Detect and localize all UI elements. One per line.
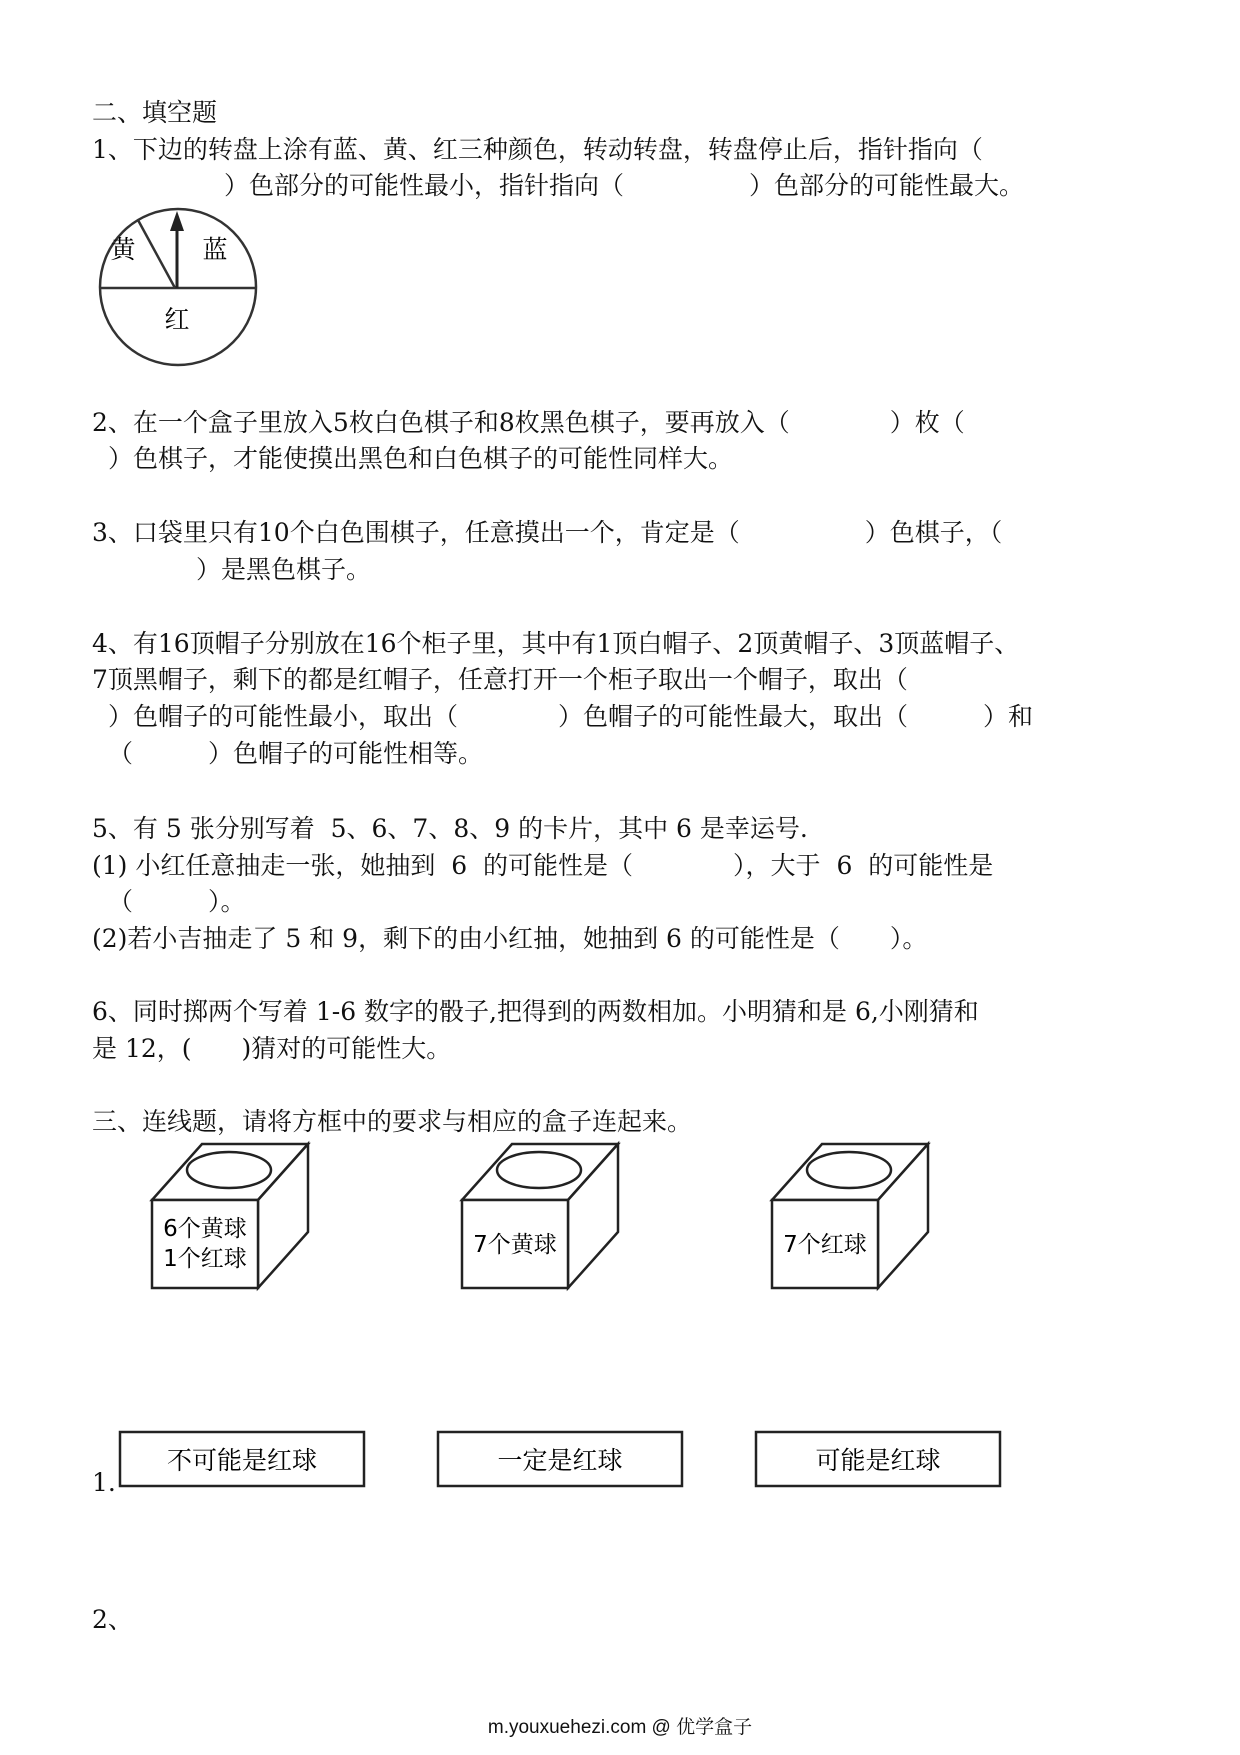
question-2-line-2: ）色棋子，才能使摸出黑色和白色棋子的可能性同样大。 — [108, 444, 734, 473]
spinner-label-blue: 蓝 — [202, 235, 228, 264]
box-1-label-line-1: 6个黄球 — [163, 1216, 247, 1242]
box-3-label: 7个红球 — [783, 1232, 867, 1258]
box-1-front — [152, 1200, 258, 1288]
box-2 — [450, 1140, 650, 1292]
section-title-matching: 三、连线题，请将方框中的要求与相应的盒子连起来。 — [92, 1107, 693, 1136]
question-2-line-1: 2、在一个盒子里放入5枚白色棋子和8枚黑色棋子，要再放入（ ）枚（ — [92, 408, 965, 437]
question-4-line-1: 4、有16顶帽子分别放在16个柜子里，其中有1顶白帽子、2顶黄帽子、3顶蓝帽子、 — [92, 629, 1020, 658]
spinner-diagram — [90, 205, 270, 375]
footer-watermark: m.youxuehezi.com @ 优学盒子 — [487, 1717, 753, 1738]
option-label-possible: 可能是红球 — [815, 1446, 941, 1475]
question-5-sub-2: (2)若小吉抽走了 5 和 9，剩下的由小红抽，她抽到 6 的可能性是（ ）。 — [92, 924, 928, 953]
question-4-line-3: ）色帽子的可能性最小，取出（ ）色帽子的可能性最大，取出（ ）和 — [108, 702, 1034, 731]
question-5-line-1: 5、有 5 张分别写着 5、6、7、8、9 的卡片，其中 6 是幸运号. — [92, 814, 808, 843]
box-1 — [140, 1140, 340, 1292]
section-title-fill-blank: 二、填空题 — [92, 98, 218, 127]
question-6-line-1: 6、同时掷两个写着 1-6 数字的骰子,把得到的两数相加。小明猜和是 6,小刚猜和 — [92, 997, 979, 1026]
spinner-label-yellow: 黄 — [110, 235, 136, 264]
option-boxes — [118, 1428, 1008, 1492]
question-3-line-2: ）是黑色棋子。 — [196, 555, 372, 584]
spinner-pointer-arrowhead — [170, 211, 184, 231]
box-1-label-line-2: 1个红球 — [163, 1246, 247, 1272]
matching-item-2-number: 2、 — [92, 1605, 133, 1634]
option-label-certain: 一定是红球 — [497, 1446, 623, 1475]
question-5-sub-1-line-2: （ ）。 — [108, 887, 246, 916]
spinner-divider-diagonal — [138, 220, 175, 288]
matching-item-1-number: 1. — [92, 1468, 116, 1497]
question-4-line-2: 7顶黑帽子，剩下的都是红帽子，任意打开一个柜子取出一个帽子，取出（ — [92, 665, 908, 694]
spinner-label-red: 红 — [164, 305, 190, 334]
question-1-line-1: 1、下边的转盘上涂有蓝、黄、红三种颜色，转动转盘，转盘停止后，指针指向（ — [92, 135, 983, 164]
question-4-line-4: （ ）色帽子的可能性相等。 — [108, 739, 484, 768]
question-3-line-1: 3、口袋里只有10个白色围棋子，任意摸出一个，肯定是（ ）色棋子，（ — [92, 518, 1003, 547]
question-6-line-2: 是 12，( )猜对的可能性大。 — [92, 1034, 452, 1063]
question-1-line-2: ）色部分的可能性最小，指针指向（ ）色部分的可能性最大。 — [224, 171, 1025, 200]
box-3 — [760, 1140, 960, 1292]
question-5-sub-1-line-1: (1) 小红任意抽走一张，她抽到 6 的可能性是（ ），大于 6 的可能性是 — [92, 851, 994, 880]
option-label-impossible: 不可能是红球 — [166, 1446, 318, 1475]
box-2-label: 7个黄球 — [473, 1232, 557, 1258]
